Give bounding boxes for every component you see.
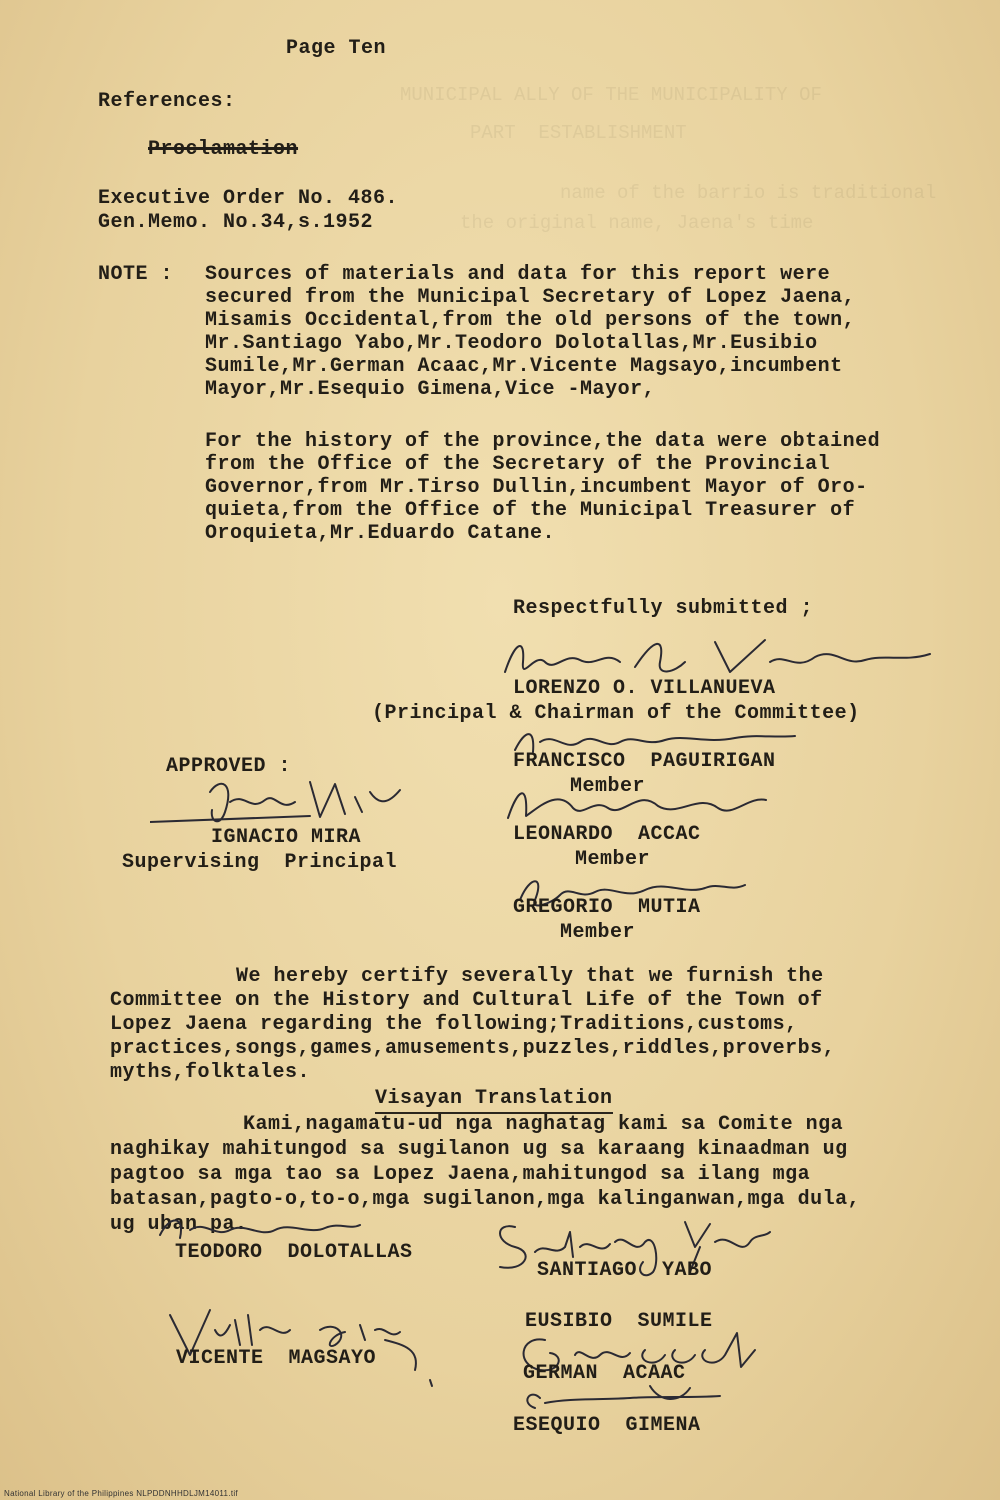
reference-2: Gen.Memo. No.34,s.1952 — [98, 211, 374, 234]
note-line: Sources of materials and data for this report were — [205, 263, 831, 286]
note-line: Mayor,Mr.Esequio Gimena,Vice -Mayor, — [205, 378, 656, 401]
visayan-line: naghikay mahitungod sa sugilanon ug sa karaang kinaadman ug — [110, 1138, 848, 1161]
signatory-vicente: VICENTE MAGSAYO — [176, 1347, 377, 1370]
signatory-eusibio: EUSIBIO SUMILE — [525, 1310, 713, 1333]
history-line: from the Office of the Secretary of the Provincial — [205, 453, 831, 476]
chairman-title: (Principal & Chairman of the Committee) — [372, 702, 860, 725]
certify-line: practices,songs,games,amusements,puzzles,riddles,proverbs, — [110, 1037, 836, 1060]
chairman-name: LORENZO O. VILLANUEVA — [513, 677, 776, 700]
approver-name: IGNACIO MIRA — [211, 826, 362, 849]
signature-gimena — [510, 1378, 740, 1418]
member-name: GREGORIO MUTIA — [513, 896, 701, 919]
signatory-esequio: ESEQUIO GIMENA — [513, 1414, 701, 1437]
approver-title: Supervising Principal — [122, 851, 398, 874]
certify-line: We hereby certify severally that we furnish the — [236, 965, 824, 988]
signatory-santiago: SANTIAGO YABO — [537, 1259, 713, 1282]
note-line: Mr.Santiago Yabo,Mr.Teodoro Dolotallas,Mr.Eusibio — [205, 332, 818, 355]
member-name: FRANCISCO PAGUIRIGAN — [513, 750, 776, 773]
history-line: Governor,from Mr.Tirso Dullin,incumbent Mayor of Oro- — [205, 476, 868, 499]
signatory-teodoro: TEODORO DOLOTALLAS — [175, 1241, 413, 1264]
member-signature-accac — [498, 778, 778, 828]
note-line: Misamis Occidental,from the old persons of the town, — [205, 309, 856, 332]
signatory-german: GERMAN ACAAC — [523, 1362, 686, 1385]
visayan-line: pagtoo sa mga tao sa Lopez Jaena,mahitungod sa ilang mga — [110, 1163, 811, 1186]
archive-footer: National Library of the Philippines NLPDDNHHDLJM14011.tif — [4, 1489, 238, 1498]
note-label: NOTE : — [98, 263, 174, 286]
page-header: Page Ten — [286, 37, 387, 60]
references-struck: Proclamation — [148, 138, 299, 161]
visayan-line: batasan,pagto-o,to-o,mga sugilanon,mga kalinganwan,mga dula, — [110, 1188, 861, 1211]
certify-line: Lopez Jaena regarding the following;Traditions,customs, — [110, 1013, 798, 1036]
visayan-line: Kami,nagamatu-ud nga naghatag kami sa Comite nga — [243, 1113, 844, 1136]
reference-1: Executive Order No. 486. — [98, 187, 399, 210]
certify-line: myths,folktales. — [110, 1061, 311, 1084]
approved-label: APPROVED : — [166, 755, 292, 778]
member-name: LEONARDO ACCAC — [513, 823, 701, 846]
history-line: For the history of the province,the data were obtained — [205, 430, 881, 453]
note-line: secured from the Municipal Secretary of Lopez Jaena, — [205, 286, 856, 309]
history-line: quieta,from the Office of the Municipal Treasurer of — [205, 499, 856, 522]
submitted-label: Respectfully submitted ; — [513, 597, 814, 620]
certify-line: Committee on the History and Cultural Life of the Town of — [110, 989, 823, 1012]
member-role: Member — [575, 848, 651, 871]
signature-magsayo — [160, 1300, 460, 1390]
note-line: Sumile,Mr.German Acaac,Mr.Vicente Magsayo,incumbent — [205, 355, 843, 378]
references-label: References: — [98, 90, 236, 113]
history-line: Oroquieta,Mr.Eduardo Catane. — [205, 522, 556, 545]
translation-heading: Visayan Translation — [375, 1086, 613, 1114]
member-role: Member — [560, 921, 636, 944]
member-role: Member — [570, 775, 646, 798]
visayan-line: ug uban pa. — [110, 1213, 248, 1236]
